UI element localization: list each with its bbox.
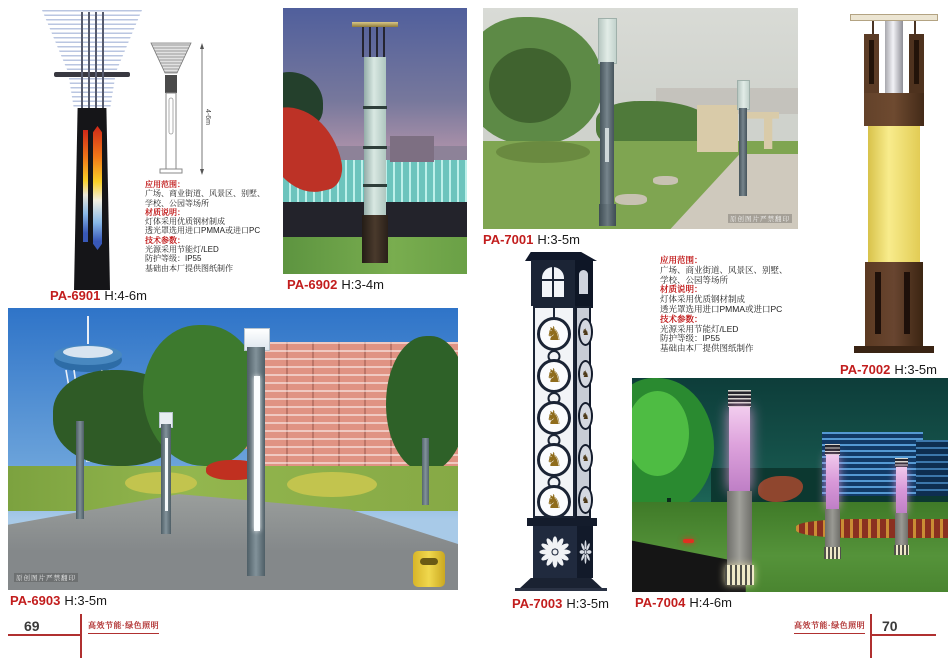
pinwheel-ornament (538, 535, 572, 569)
footer-slogan-right: 高效节能·绿色照明 (794, 620, 865, 634)
product-size: H:3-5m (537, 232, 580, 247)
drawing-base (160, 169, 182, 173)
spec-heading: 应用范围： (145, 180, 185, 189)
spec-line: 广场、商业街道、风景区、别墅、 (660, 264, 788, 275)
photo-pa7004 (632, 378, 948, 592)
flower-bed (496, 141, 591, 163)
product-label-pa7004 (635, 595, 732, 610)
lamp-light-strip (93, 126, 102, 250)
pillar1-glow-panel (729, 407, 750, 491)
footer-rule-vertical (870, 614, 872, 658)
lamp-post-slot (869, 40, 874, 84)
pillar3-grille (895, 458, 908, 467)
photo-pa6903 (8, 308, 458, 590)
lamp-render-pa7002 (842, 14, 946, 360)
watermark: 原创图片严禁翻印 (730, 216, 790, 223)
spec-heading: 材质说明： (660, 284, 703, 295)
spec-line: 基础由本厂提供图纸制作 (660, 343, 754, 354)
spec-line: 灯体采用优质钢材制成 (660, 294, 746, 305)
spec-heading: 技术参数： (145, 235, 185, 245)
horse-icon: ♞ (581, 326, 590, 337)
arch-window-side (579, 270, 588, 294)
pillar-lamp-light-strip (254, 376, 260, 531)
product-label-pa6901 (50, 288, 147, 303)
lamp-rod (95, 12, 97, 108)
horse-medallion (537, 443, 571, 477)
spec-block-left (145, 180, 265, 273)
lamp-post-slot (914, 40, 919, 84)
spec-line: 学校、公园等场所 (660, 274, 729, 285)
pillar3-glow-panel (896, 467, 907, 513)
pillar2-base-lantern (824, 547, 841, 559)
horse-medallion (537, 359, 571, 393)
page-number-left: 69 (24, 618, 40, 634)
horse-icon: ♞ (581, 452, 590, 463)
lamp-base-slot (904, 272, 910, 334)
drawing-lamp-head (165, 75, 177, 93)
pillar2-glow-panel (826, 455, 839, 509)
horse-medallion (537, 401, 571, 435)
photo-pa6902 (283, 8, 467, 274)
lamp-base (362, 215, 388, 263)
spec-line: 学校、公园等场所 (145, 198, 209, 208)
tree-mass-dark (489, 48, 571, 123)
dimension-label: 4-6m (204, 109, 211, 125)
horse-icon: ♞ (581, 410, 590, 421)
lamp2-pole (739, 108, 747, 196)
product-label-pa7001 (483, 232, 580, 247)
trash-bin (413, 551, 445, 587)
horse-medallion-side (578, 360, 593, 388)
product-size: H:4-6m (689, 595, 732, 610)
window-mullion (552, 267, 554, 297)
horse-medallion-side (578, 486, 593, 514)
pillar-lamp3-body (76, 421, 84, 520)
window-mullion (542, 279, 564, 281)
pillar-lamp4-body (422, 438, 429, 506)
pinwheel-ornament-side (579, 539, 592, 565)
lamp-white-tube (885, 21, 903, 93)
footer-rule-vertical (80, 614, 82, 658)
lamp-render-pa7003 (505, 252, 620, 594)
lamp-top-plate (850, 14, 938, 21)
footer-rule (872, 634, 936, 636)
product-size: H:3-5m (566, 596, 609, 611)
drawing-pole-slot (169, 98, 173, 134)
spec-line: 透光罩选用进口PMMA或进口PC (660, 303, 783, 314)
horse-medallion-side (578, 402, 593, 430)
spec-heading: 技术参数： (660, 313, 703, 324)
lamp-glass-column (364, 57, 386, 215)
page-number-right: 70 (882, 618, 898, 634)
product-label-pa6903 (10, 593, 107, 608)
lamp-base-plate (854, 346, 934, 353)
lamp-base-box (865, 262, 923, 346)
lamp-base-slot (875, 272, 881, 334)
product-code: PA-6901 (50, 288, 101, 303)
product-code: PA-7001 (483, 232, 534, 247)
lamp-band (363, 146, 387, 149)
product-label-pa6902 (287, 277, 384, 292)
lamp-rod (88, 12, 90, 108)
spec-heading: 材质说明： (145, 207, 185, 217)
lamp1-frosted-head (598, 18, 617, 64)
horse-icon: ♞ (581, 368, 590, 379)
spec-line: 透光罩选用进口PMMA或进口PC (145, 226, 261, 236)
pillar1-granite (727, 491, 752, 565)
horse-icon: ♞ (545, 365, 563, 387)
footer-slogan-left: 高效节能·绿色照明 (88, 620, 159, 634)
lamp-peg (872, 21, 874, 35)
lamp-mid-plate (54, 72, 130, 77)
pillar1-grille (728, 390, 751, 407)
product-label-pa7003 (512, 596, 609, 611)
yellow-shrubs (287, 472, 377, 497)
product-code: PA-7004 (635, 595, 686, 610)
lamp-lower-plate-stack (68, 78, 116, 108)
horse-icon: ♞ (581, 494, 590, 505)
lamp-rod (102, 12, 104, 108)
spec-line: 广场、商业街道、风景区、别墅、 (145, 189, 265, 199)
spec-line: 防护等级：IP55 (145, 254, 202, 264)
horse-medallion (537, 317, 571, 351)
horse-medallion (537, 485, 571, 519)
product-code: PA-7003 (512, 596, 563, 611)
lamp-base-plate (515, 588, 607, 591)
lamp-band (363, 106, 387, 109)
lamp2-frosted-head (737, 80, 750, 110)
flower-bed (796, 519, 948, 538)
spec-line: 光源采用节能灯/LED (660, 323, 739, 334)
spec-line: 灯体采用优质钢材制成 (145, 217, 225, 227)
pillar2-granite (825, 509, 840, 547)
lamp-rods (362, 27, 388, 57)
lamp-peg (914, 21, 916, 35)
car-taillight (683, 539, 694, 543)
horse-medallion-side (578, 444, 593, 472)
pillar1-base-lantern (725, 565, 754, 585)
drawing-flared-top (151, 43, 191, 73)
product-code: PA-7002 (840, 362, 891, 377)
lamp-rod (81, 12, 83, 108)
lamp-render-pa6901 (42, 8, 142, 290)
lamp-collar (527, 518, 597, 526)
lamp-light-strip (83, 130, 88, 242)
spec-line: 光源采用节能灯/LED (145, 245, 219, 255)
lamp-top-plate-stack (42, 10, 142, 72)
horse-medallion-side (578, 318, 593, 346)
stepping-stone (615, 194, 647, 205)
spec-line: 防护等级：IP55 (660, 333, 720, 344)
horse-icon: ♞ (545, 323, 563, 345)
lamp-yellow-column (868, 126, 920, 262)
footer-rule (8, 634, 80, 636)
photo-pa7001 (483, 8, 798, 229)
pillar2-grille (825, 444, 840, 455)
pillar3-base-lantern (894, 545, 909, 555)
lamp-body-front (533, 306, 575, 518)
product-size: H:3-5m (894, 362, 937, 377)
lamp-band (363, 184, 387, 187)
product-size: H:3-5m (64, 593, 107, 608)
stepping-stone (653, 176, 678, 185)
product-size: H:4-6m (104, 288, 147, 303)
spec-line: 基础由本厂提供图纸制作 (145, 263, 233, 273)
lamp-line-drawing-pa6901 (140, 35, 218, 181)
horse-icon: ♞ (545, 407, 563, 429)
far-building (390, 136, 434, 163)
spec-block-right (660, 256, 815, 354)
spec-heading: 应用范围： (660, 255, 703, 265)
product-code: PA-6902 (287, 277, 338, 292)
pillar3-granite (895, 513, 908, 545)
product-code: PA-6903 (10, 593, 61, 608)
lit-building-tower (916, 440, 948, 496)
horse-icon: ♞ (545, 491, 563, 513)
product-label-pa7002 (840, 362, 937, 377)
trash-bin-slot (420, 558, 438, 565)
lamp-body-side (575, 306, 591, 518)
gate-wall (697, 105, 738, 151)
horse-icon: ♞ (545, 449, 563, 471)
watermark: 原创图片严禁翻印 (16, 575, 76, 582)
lamp1-light-strip (605, 128, 609, 162)
product-size: H:3-4m (341, 277, 384, 292)
lamp1-base (599, 204, 616, 226)
lamp-column (74, 108, 110, 290)
lamp-collar (864, 93, 924, 126)
pillar-lamp2-light-strip (165, 438, 168, 511)
